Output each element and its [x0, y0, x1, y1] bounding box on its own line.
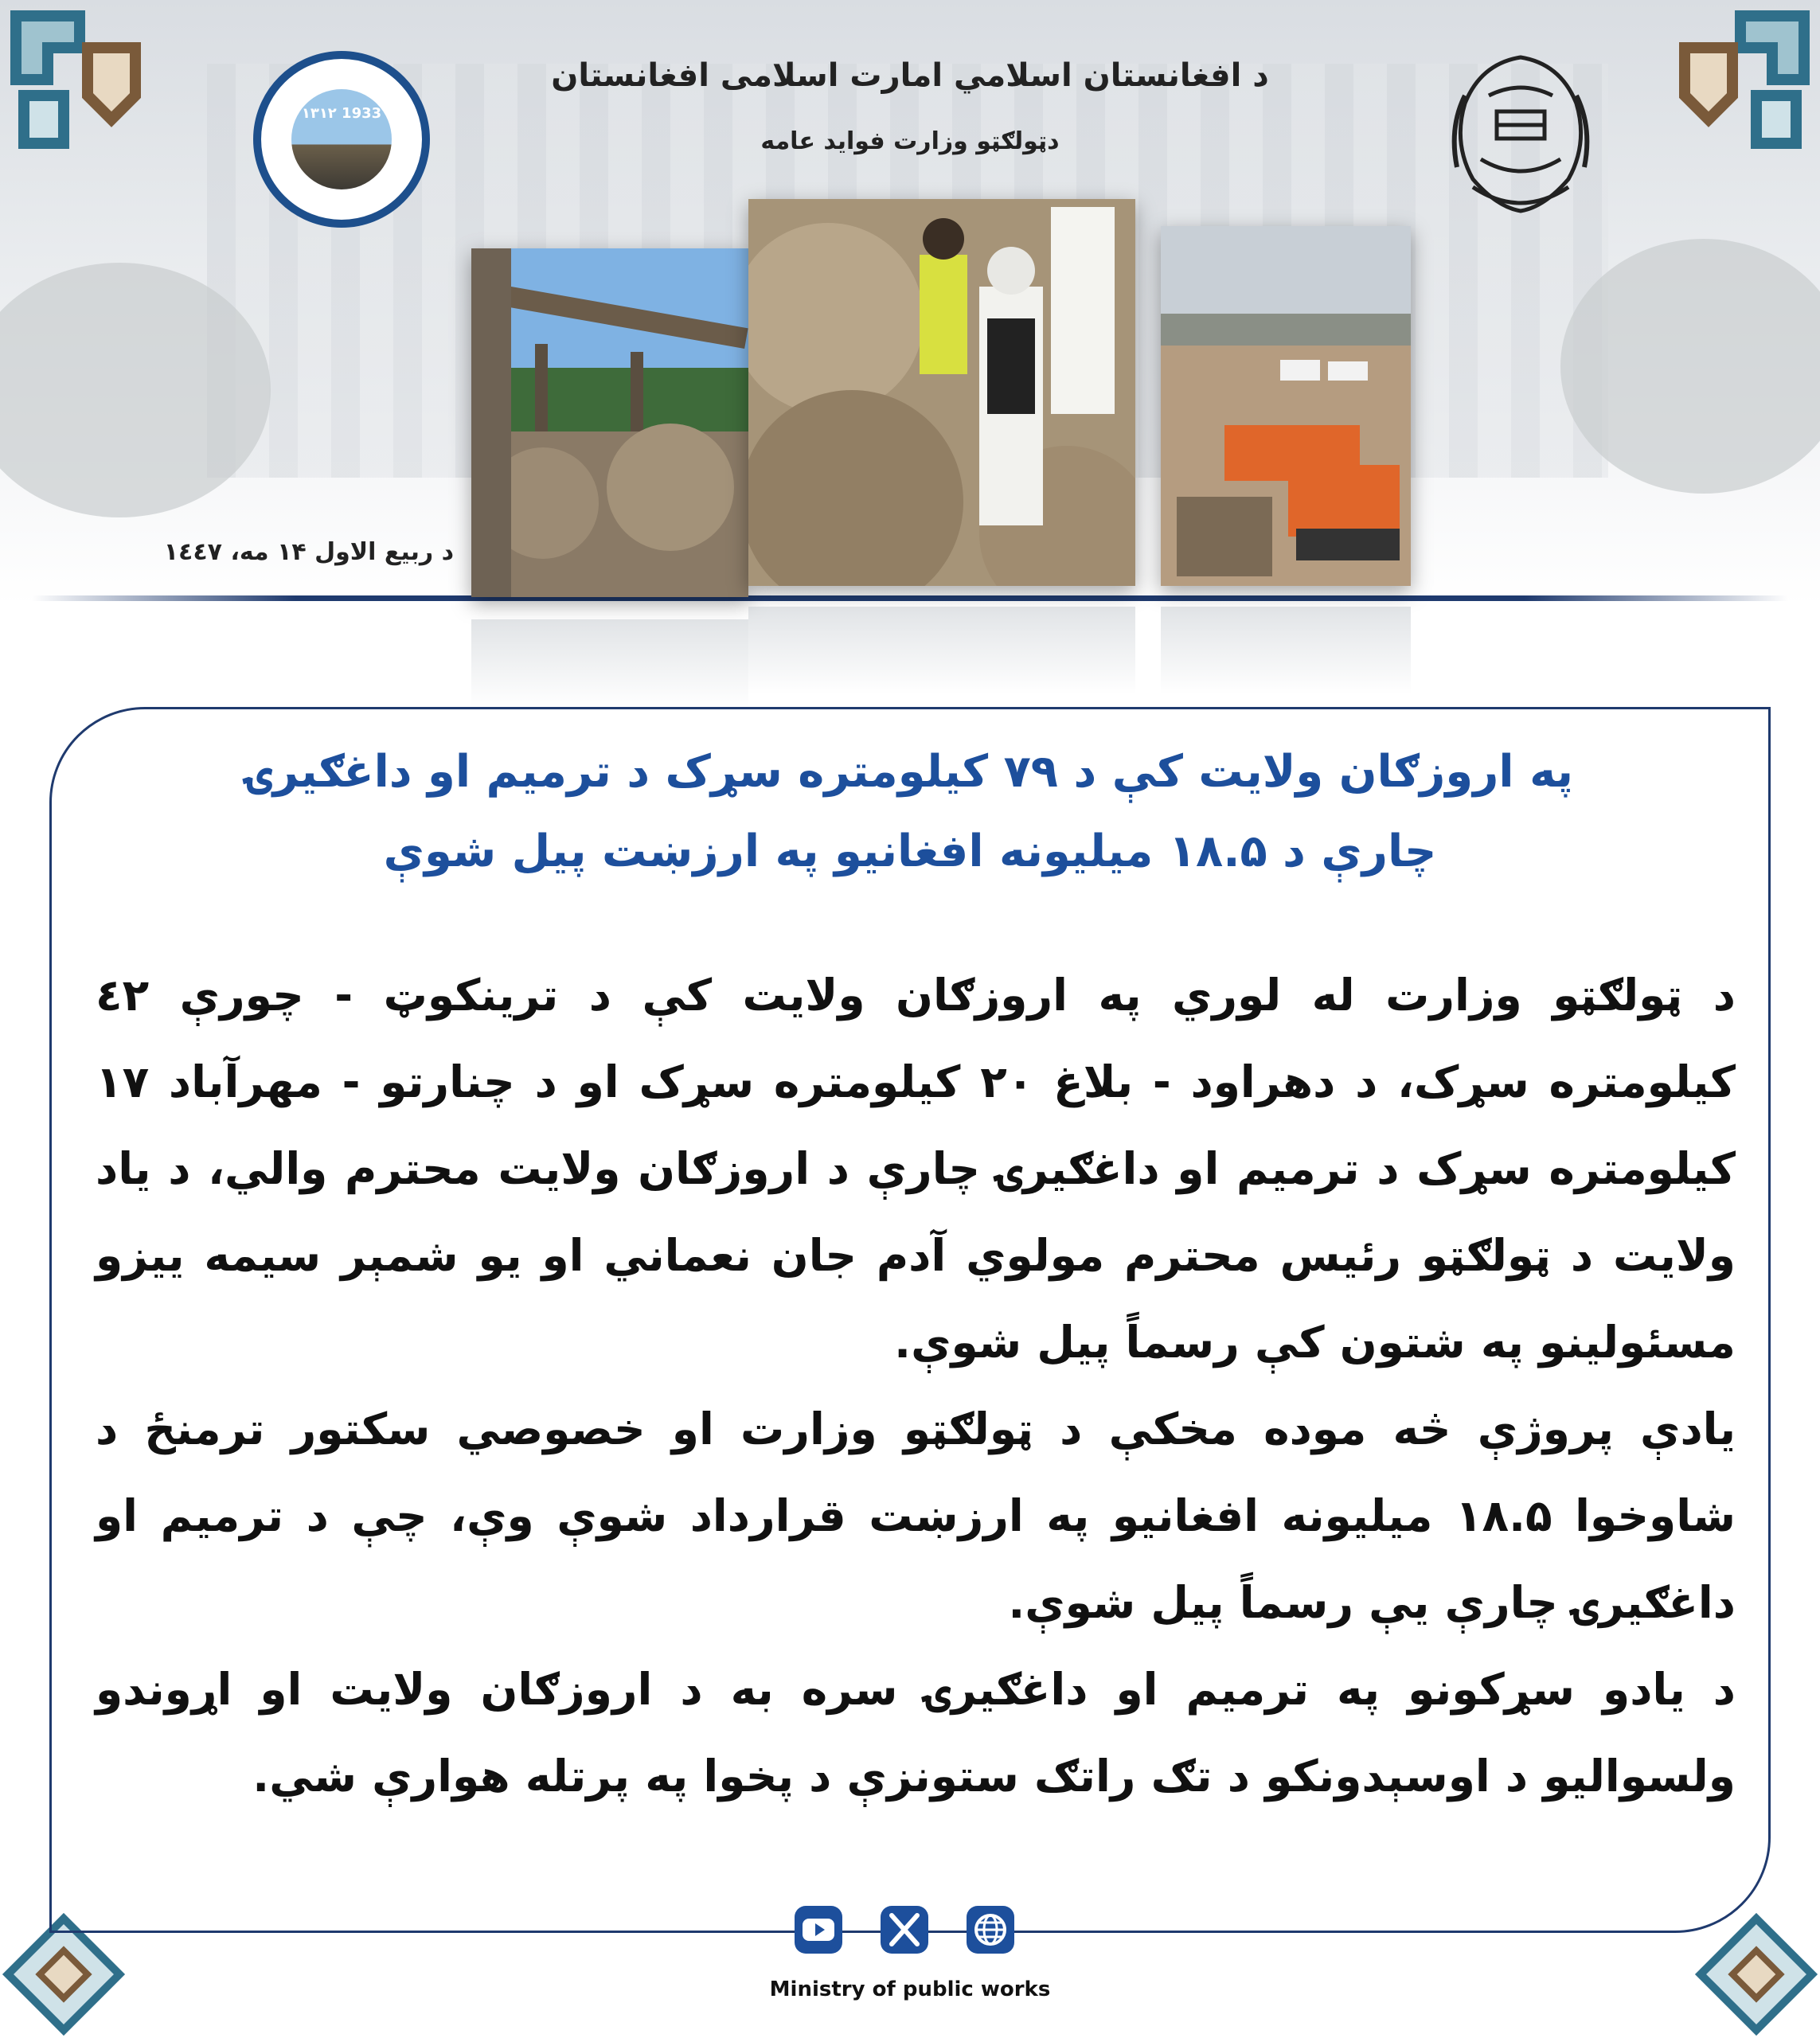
youtube-icon[interactable]: [793, 1904, 844, 1955]
photo-reflection: [1161, 607, 1411, 694]
logo-bridge-image: [291, 89, 392, 189]
logo-year: ۱۳۱۲ 1933: [301, 105, 382, 122]
photo-bridge-site: [471, 248, 748, 597]
headline-line-1: په اروزګان ولایت کې د ۷۹ کیلومتره سړک د ترمیم او داغګیرۍ: [246, 746, 1574, 798]
emirate-title: د افغانستان اسلامي امارت اسلامی افغانستان: [551, 57, 1269, 94]
emirate-emblem: [1441, 48, 1600, 231]
corner-ornament-top-left: [0, 0, 167, 167]
header-divider: [32, 595, 1788, 601]
photo-officials-inspecting: [748, 199, 1135, 586]
footer-org-name: Ministry of public works: [769, 1977, 1051, 2001]
paragraph-2: یادې پروژې څه موده مخکې د ټولګټو وزارت او خصوصي سکتور ترمنځ د شاوخوا ۱۸.۵ میلیونه افغانیو په ارزښت قرارداد شوې وې، چې د ترمیم او داغګیرۍ چارې یې رسماً پیل شوې.: [96, 1404, 1736, 1628]
paragraph-3: د یادو سړکونو په ترمیم او داغګیرۍ سره به د اروزګان ولایت او اړوندو ولسوالیو د اوسېدونکو د تګ راتګ ستونزې د پخوا په پرتله هوارې شي.: [96, 1664, 1736, 1802]
globe-icon[interactable]: [965, 1904, 1016, 1955]
photo-reflection: [748, 607, 1135, 694]
corner-ornament-bottom-right: [1693, 1911, 1820, 2038]
photo-excavator-trucks: [1161, 226, 1411, 586]
ministry-title: دټولګټو وزارت فواید عامه: [760, 127, 1060, 155]
ministry-logo: [253, 51, 430, 228]
paragraph-1: د ټولګټو وزارت له لوري په اروزګان ولایت کې د ترینکوټ - چورې ٤٢ کیلومتره سړک، د دهراود - بلاغ ۲۰ کیلومتره سړک او د چنارتو - مهرآباد ۱۷ کیلومتره سړک د ترمیم او داغګیرۍ چارې د اروزګان ولایت محترم والي، د یاد ولایت د ټولګټو رئیس محترم مولوي آدم جان نعماني او یو شمېر سیمه ییزو مسئولینو په شتون کې رسماً پیل شوې.: [96, 970, 1736, 1368]
corner-ornament-top-right: [1653, 0, 1820, 167]
article-body: [96, 952, 1736, 1820]
photo-reflection: [471, 619, 748, 707]
publication-date: د ربیع الاول ۱۴ مه، ۱٤٤٧: [163, 538, 454, 566]
x-icon[interactable]: [879, 1904, 930, 1955]
article-headline: [96, 732, 1724, 892]
headline-line-2: چارې د ۱۸.۵ میلیونه افغانیو په ارزښت پیل شوې: [383, 826, 1437, 877]
